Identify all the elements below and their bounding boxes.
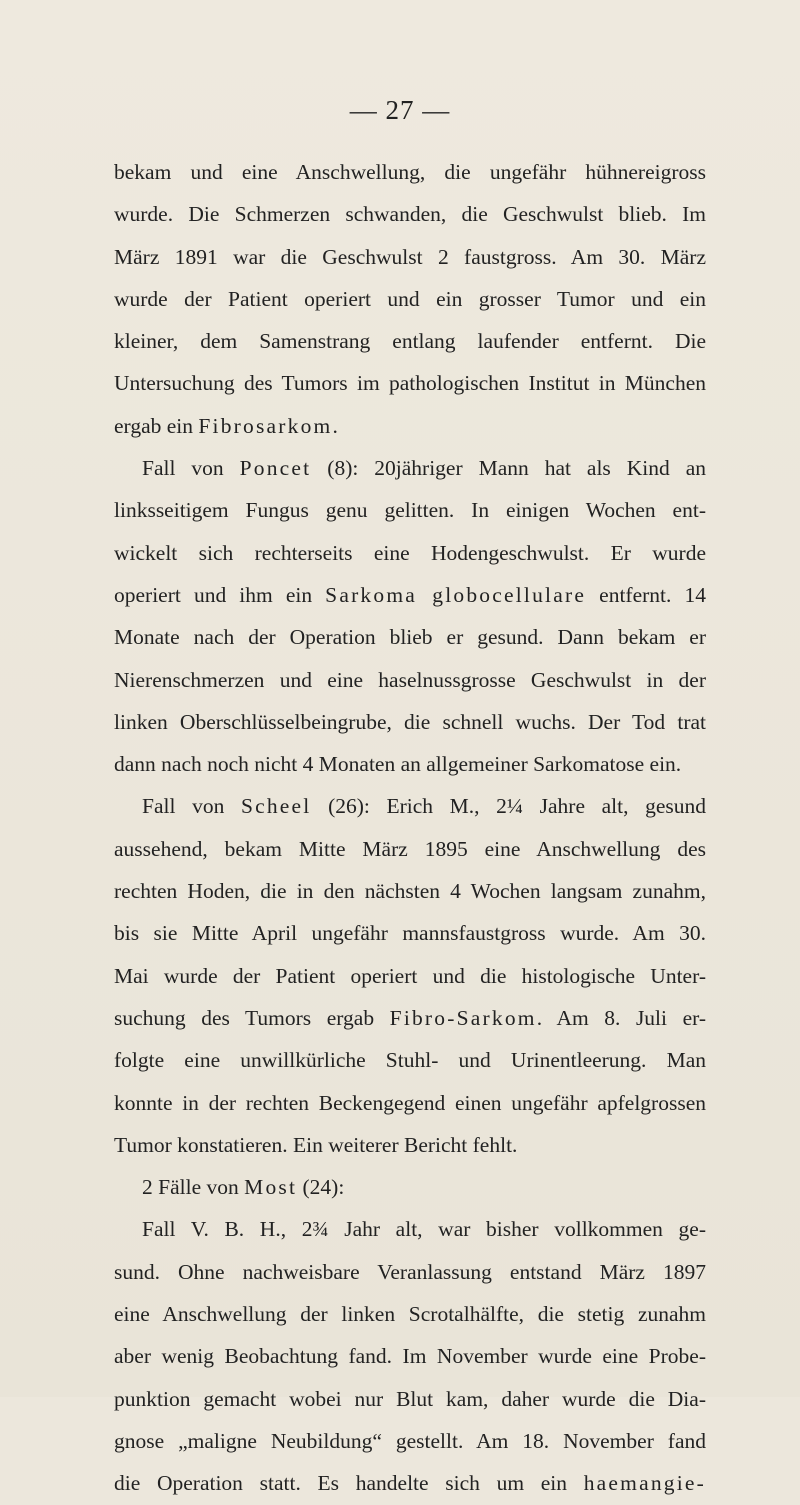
text-line: Nierenschmerzen und eine haselnussgrosse Geschwulst in der xyxy=(114,667,706,692)
text-segment: suchung des Tumors ergab xyxy=(114,1005,390,1030)
text-line: eine Anschwellung der linken Scrotalhälfte, die stetig zunahm xyxy=(114,1302,706,1327)
text-line: linken Oberschlüsselbeingrube, die schnell wuchs. Der Tod trat xyxy=(114,709,706,734)
spaced-emphasis: Fibrosarkom xyxy=(198,413,333,438)
text-line: sund. Ohne nachweisbare Veranlassung entstand März 1897 xyxy=(114,1259,706,1284)
text-line: aussehend, bekam Mitte März 1895 eine Anschwellung des xyxy=(114,836,706,861)
text-segment: (8): 20jähriger Mann hat als Kind an xyxy=(311,456,706,481)
text-line xyxy=(114,1462,706,1504)
text-line xyxy=(114,1166,706,1208)
text-line: konnte in der rechten Beckengegend einen ungefähr apfelgrossen xyxy=(114,1090,706,1115)
text-line: März 1891 war die Geschwulst 2 faustgross. Am 30. März xyxy=(114,244,706,269)
text-line: aber wenig Beobachtung fand. Im November wurde eine Probe- xyxy=(114,1344,706,1369)
spaced-emphasis: Poncet xyxy=(239,456,312,481)
text-segment: . Am 8. Juli er- xyxy=(536,1005,706,1030)
spaced-emphasis: Scheel xyxy=(240,794,312,819)
text-line: gnose „maligne Neubildung“ gestellt. Am 18. November fand xyxy=(114,1428,706,1453)
text-line: folgte eine unwillkürliche Stuhl- und Urinentleerung. Man xyxy=(114,1048,706,1073)
text-line: wurde der Patient operiert und ein grosser Tumor und ein xyxy=(114,286,706,311)
text-line xyxy=(114,997,706,1039)
text-segment: Fall von xyxy=(142,456,240,481)
text-line: Fall V. B. H., 2¾ Jahr alt, war bisher vollkommen ge- xyxy=(142,1217,706,1242)
text-segment: entfernt. 14 xyxy=(586,582,706,607)
spaced-emphasis: Fibro-Sarkom xyxy=(389,1005,537,1030)
text-line: wurde. Die Schmerzen schwanden, die Geschwulst blieb. Im xyxy=(114,202,706,227)
text-segment: Fall von xyxy=(142,794,241,819)
text-line: wickelt sich rechterseits eine Hodengeschwulst. Er wurde xyxy=(114,540,706,565)
text-line: punktion gemacht wobei nur Blut kam, daher wurde die Dia- xyxy=(114,1386,706,1411)
text-line: Tumor konstatieren. Ein weiterer Bericht fehlt. xyxy=(114,1132,518,1157)
text-segment: die Operation statt. Es handelte sich um ein xyxy=(114,1471,584,1496)
page-number: — 27 — xyxy=(349,95,451,125)
text-segment: (24): xyxy=(297,1175,345,1200)
text-line xyxy=(114,405,706,447)
text-segment: 2 Fälle von xyxy=(142,1175,245,1200)
text-line xyxy=(114,447,706,489)
text-segment: (26): Erich M., 2¼ Jahre alt, gesund xyxy=(311,794,706,819)
text-line: Mai wurde der Patient operiert und die histologische Unter- xyxy=(114,963,706,988)
body-text xyxy=(114,151,706,1505)
text-line: bekam und eine Anschwellung, die ungefähr hühnereigross xyxy=(114,160,706,184)
text-segment: operiert und ihm ein xyxy=(114,582,326,607)
text-line: linksseitigem Fungus genu gelitten. In einigen Wochen ent- xyxy=(114,498,706,523)
text-line: kleiner, dem Samenstrang entlang laufender entfernt. Die xyxy=(114,329,706,354)
text-line: Untersuchung des Tumors im pathologischen Institut in München xyxy=(114,371,706,396)
text-line xyxy=(114,785,706,827)
text-line: Monate nach der Operation blieb er gesund. Dann bekam er xyxy=(114,625,706,650)
text-line: bis sie Mitte April ungefähr mannsfaustgross wurde. Am 30. xyxy=(114,921,706,946)
text-segment: . xyxy=(332,413,338,438)
text-line xyxy=(114,574,706,616)
text-line: dann nach noch nicht 4 Monaten an allgemeiner Sarkomatose ein. xyxy=(114,752,682,777)
spaced-emphasis: haemangie- xyxy=(583,1471,706,1496)
text-line: rechten Hoden, die in den nächsten 4 Wochen langsam zunahm, xyxy=(114,879,706,904)
spaced-emphasis: Most xyxy=(244,1175,298,1200)
spaced-emphasis: Sarkoma globocellulare xyxy=(325,582,587,607)
text-segment: ergab ein xyxy=(114,413,199,438)
